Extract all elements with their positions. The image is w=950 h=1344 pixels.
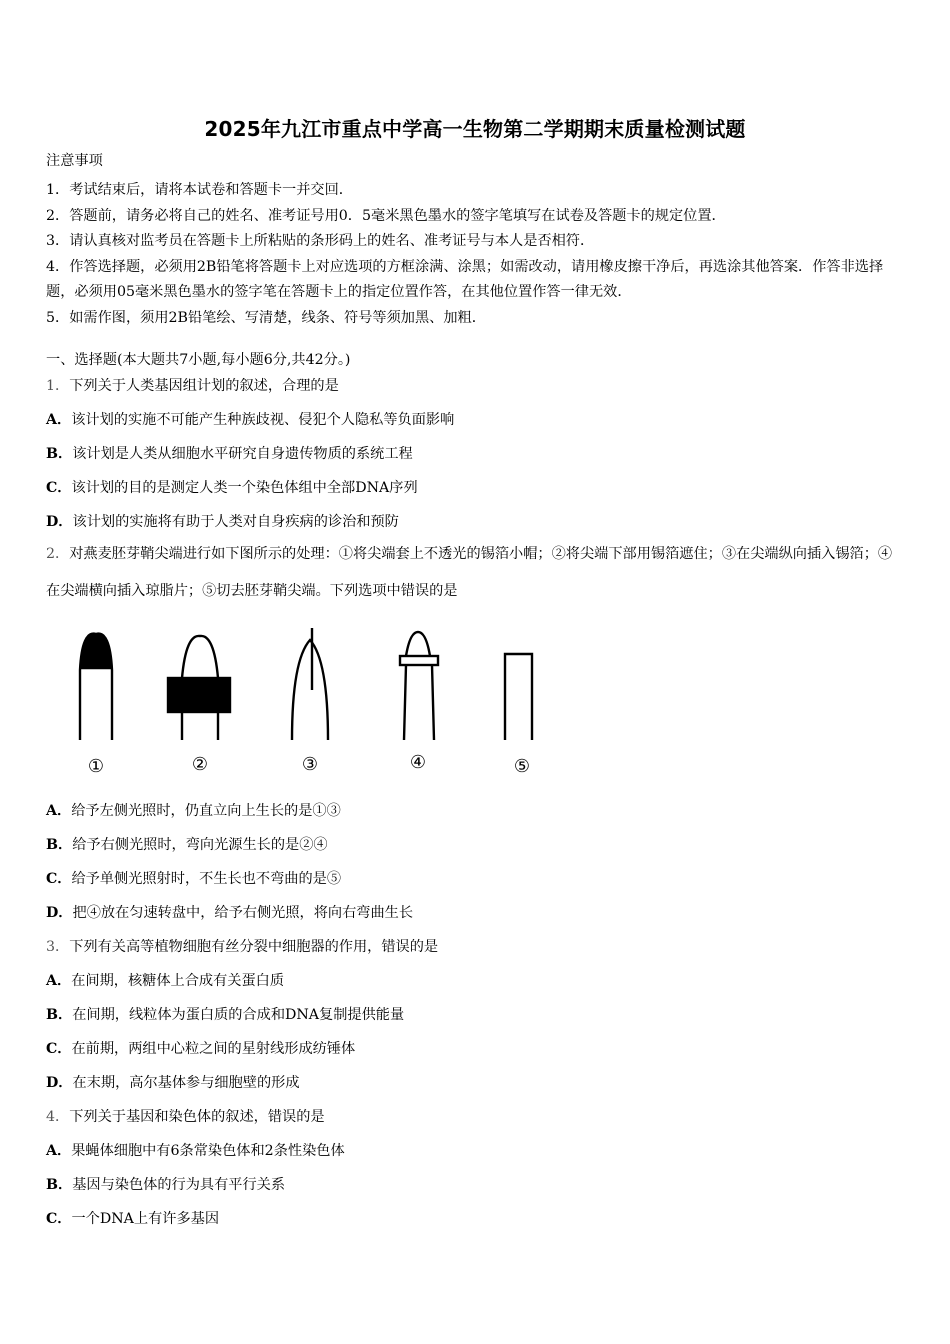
option-text: 给予左侧光照时，仍直立向上生长的是①③ <box>71 803 341 819</box>
notice-item: 3．请认真核对监考员在答题卡上所粘贴的条形码上的姓名、准考证号与本人是否相符． <box>46 233 595 249</box>
option-letter: D． <box>46 1075 73 1091</box>
section-heading: 一、选择题(本大题共7小题,每小题6分,共42分。) <box>46 352 351 368</box>
option-letter: B． <box>46 837 73 853</box>
option-text: 把④放在匀速转盘中，给予右侧光照，将向右弯曲生长 <box>72 905 414 921</box>
option-item[interactable] <box>46 1141 345 1161</box>
option-letter: C． <box>46 480 72 496</box>
figure-label: ⑤ <box>513 756 531 777</box>
option-text: 该计划的实施不可能产生种族歧视、侵犯个人隐私等负面影响 <box>71 412 455 428</box>
option-item[interactable] <box>46 1175 285 1195</box>
coleoptile-2 <box>168 636 230 740</box>
question-number: 2． <box>46 546 70 562</box>
option-text: 该计划的目的是测定人类一个染色体组中全部DNA序列 <box>71 480 418 496</box>
option-letter: D． <box>46 514 73 530</box>
option-letter: A． <box>46 803 72 819</box>
option-text: 在末期，高尔基体参与细胞壁的形成 <box>72 1075 300 1091</box>
page-title: 2025年九江市重点中学高一生物第二学期期末质量检测试题 <box>204 117 746 141</box>
option-item[interactable] <box>46 971 284 991</box>
option-text: 该计划是人类从细胞水平研究自身遗传物质的系统工程 <box>72 446 413 462</box>
option-letter: D． <box>46 905 73 921</box>
question-text: 下列关于基因和染色体的叙述，错误的是 <box>69 1109 325 1125</box>
option-text: 基因与染色体的行为具有平行关系 <box>72 1177 286 1193</box>
notice-heading: 注意事项 <box>46 153 103 169</box>
question-number: 3． <box>46 939 70 955</box>
question-stem <box>46 1107 325 1127</box>
option-letter: A． <box>46 412 72 428</box>
option-item[interactable] <box>46 478 418 498</box>
option-item[interactable] <box>46 835 328 855</box>
coleoptile-5 <box>505 654 532 740</box>
option-text: 该计划的实施将有助于人类对自身疾病的诊治和预防 <box>72 514 399 530</box>
notice-item: 4．作答选择题，必须用2B铅笔将答题卡上对应选项的方框涂满、涂黑；如需改动，请用橡皮擦干净后，再选涂其他答案．作答非选择题，必须用05毫米黑色墨水的签字笔在答题卡上的指定位置作答，在其他位置作答一律无效． <box>46 258 884 300</box>
notice-item: 1．考试结束后，请将本试卷和答题卡一并交回． <box>46 182 353 198</box>
notice-block <box>46 152 906 331</box>
option-item[interactable] <box>46 1005 404 1025</box>
option-letter: B． <box>46 1177 73 1193</box>
question-text: 下列关于人类基因组计划的叙述，合理的是 <box>69 378 339 394</box>
option-letter: C． <box>46 1041 72 1057</box>
option-text: 在间期，核糖体上合成有关蛋白质 <box>71 973 285 989</box>
notice-item: 2．答题前，请务必将自己的姓名、准考证号用0．5毫米黑色墨水的签字笔填写在试卷及答题卡的规定位置． <box>46 207 726 224</box>
figure-label: ① <box>87 756 105 777</box>
option-text: 给予右侧光照时，弯向光源生长的是②④ <box>72 837 328 853</box>
option-item[interactable] <box>46 1073 300 1093</box>
coleoptile-figure <box>60 620 560 780</box>
question-stem <box>46 376 339 396</box>
figure-label: ② <box>191 754 209 775</box>
option-item[interactable] <box>46 801 341 821</box>
question-stem <box>46 536 906 610</box>
question-stem <box>46 937 438 957</box>
option-text: 果蝇体细胞中有6条常染色体和2条性染色体 <box>71 1143 345 1159</box>
option-letter: A． <box>46 1143 72 1159</box>
option-item[interactable] <box>46 444 413 464</box>
coleoptile-3 <box>292 628 328 740</box>
question-text: 下列有关高等植物细胞有丝分裂中细胞器的作用，错误的是 <box>69 939 439 955</box>
question-text: 对燕麦胚芽鞘尖端进行如下图所示的处理：①将尖端套上不透光的锡箔小帽；②将尖端下部用锡箔遮住；③在尖端纵向插入锡箔；④在尖端横向插入琼脂片；⑤切去胚芽鞘尖端。下列选项中错误的是 <box>46 546 893 599</box>
option-text: 一个DNA上有许多基因 <box>71 1211 220 1227</box>
option-item[interactable] <box>46 1209 219 1229</box>
option-item[interactable] <box>46 1039 355 1059</box>
option-letter: B． <box>46 1007 73 1023</box>
option-letter: B． <box>46 446 73 462</box>
option-letter: C． <box>46 1211 72 1227</box>
option-item[interactable] <box>46 410 454 430</box>
option-text: 给予单侧光照射时，不生长也不弯曲的是⑤ <box>71 871 342 887</box>
option-text: 在间期，线粒体为蛋白质的合成和DNA复制提供能量 <box>72 1007 405 1023</box>
question-number: 1． <box>46 378 70 394</box>
option-item[interactable] <box>46 869 341 889</box>
notice-item: 5．如需作图，须用2B铅笔绘、写清楚，线条、符号等须加黑、加粗． <box>46 309 486 326</box>
coleoptile-1 <box>80 634 112 740</box>
question-number: 4． <box>46 1109 70 1125</box>
option-item[interactable] <box>46 512 399 532</box>
option-item[interactable] <box>46 903 413 923</box>
figure-label: ④ <box>409 752 427 773</box>
option-letter: A． <box>46 973 72 989</box>
option-letter: C． <box>46 871 72 887</box>
coleoptile-4 <box>400 632 438 740</box>
option-text: 在前期，两组中心粒之间的星射线形成纺锤体 <box>71 1041 356 1057</box>
figure-label: ③ <box>301 754 319 775</box>
